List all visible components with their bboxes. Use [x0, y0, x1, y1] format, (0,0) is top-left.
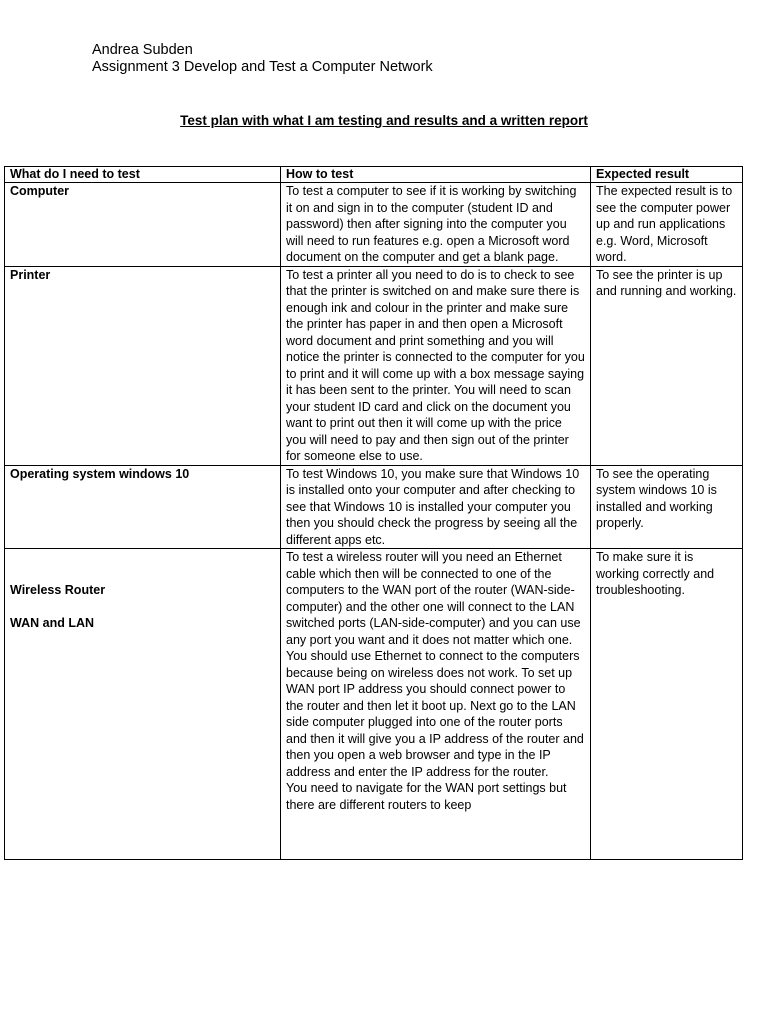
column-header: What do I need to test — [5, 167, 281, 183]
table-row — [5, 183, 743, 267]
test-item: Printer — [5, 266, 281, 465]
test-plan-table — [4, 166, 743, 860]
table-row — [5, 465, 743, 549]
test-item-cell — [5, 549, 281, 860]
test-method-cell — [281, 549, 591, 860]
test-method: To test Windows 10, you make sure that Windows 10 is installed onto your computer and after checking to see that Windows 10 is installed your computer you then you should check the progress by seeing all the different apps etc. — [281, 465, 591, 549]
test-item: Wireless Router — [10, 583, 106, 597]
test-item: Computer — [5, 183, 281, 267]
expected-result: To see the printer is up and running and working. — [591, 266, 743, 465]
table-row — [5, 549, 743, 860]
test-item: Operating system windows 10 — [5, 465, 281, 549]
test-method: To test a wireless router will you need an Ethernet cable which then will be connected to one of the computers to the WAN port of the router (WAN-side-computer) and the other one will connect to the LAN switched ports (LAN-side-computer) and you can use any port you want and it does not matter which one. You should use Ethernet to connect to the computers because being on wireless does not work. To set up WAN port IP address you should connect power to the router and then let it boot up. Next go to the LAN side computer plugged into one of the router ports and then it will give you a IP address of the router and then you open a web browser and type in the IP address and enter the IP address for the router. — [286, 550, 584, 779]
expected-result: The expected result is to see the computer power up and run applications e.g. Word, Microsoft word. — [591, 183, 743, 267]
column-header: How to test — [281, 167, 591, 183]
expected-result: To make sure it is working correctly and troubleshooting. — [591, 549, 743, 860]
author-name: Andrea Subden — [92, 42, 193, 58]
document-header — [92, 42, 433, 75]
assignment-title: Assignment 3 Develop and Test a Computer Network — [92, 58, 433, 75]
expected-result: To see the operating system windows 10 is installed and working properly. — [591, 465, 743, 549]
test-item-secondary: WAN and LAN — [10, 616, 95, 630]
test-method: To test a printer all you need to do is to check to see that the printer is switched on and make sure there is enough ink and colour in the printer and make sure the printer has paper in and then open a Microsoft word document and print something and you will notice the printer is connected to the computer for you to print and it will come up with a box message saying it has been sent to the printer. You will need to scan your student ID card and click on the document you want to print out then it will come up with the price you will need to pay and then sign out of the printer for someone else to use. — [281, 266, 591, 465]
test-method-continued: You need to navigate for the WAN port settings but there are different routers to keep — [286, 781, 567, 812]
table-row — [5, 266, 743, 465]
document-title: Test plan with what I am testing and results and a written report — [180, 113, 588, 128]
column-header: Expected result — [591, 167, 743, 183]
test-method: To test a computer to see if it is working by switching it on and sign in to the computer (student ID and password) then after signing into the computer you will need to run features e.g. open a Microsoft word document on the computer and get a blank page. — [281, 183, 591, 267]
table-header-row — [5, 167, 743, 183]
